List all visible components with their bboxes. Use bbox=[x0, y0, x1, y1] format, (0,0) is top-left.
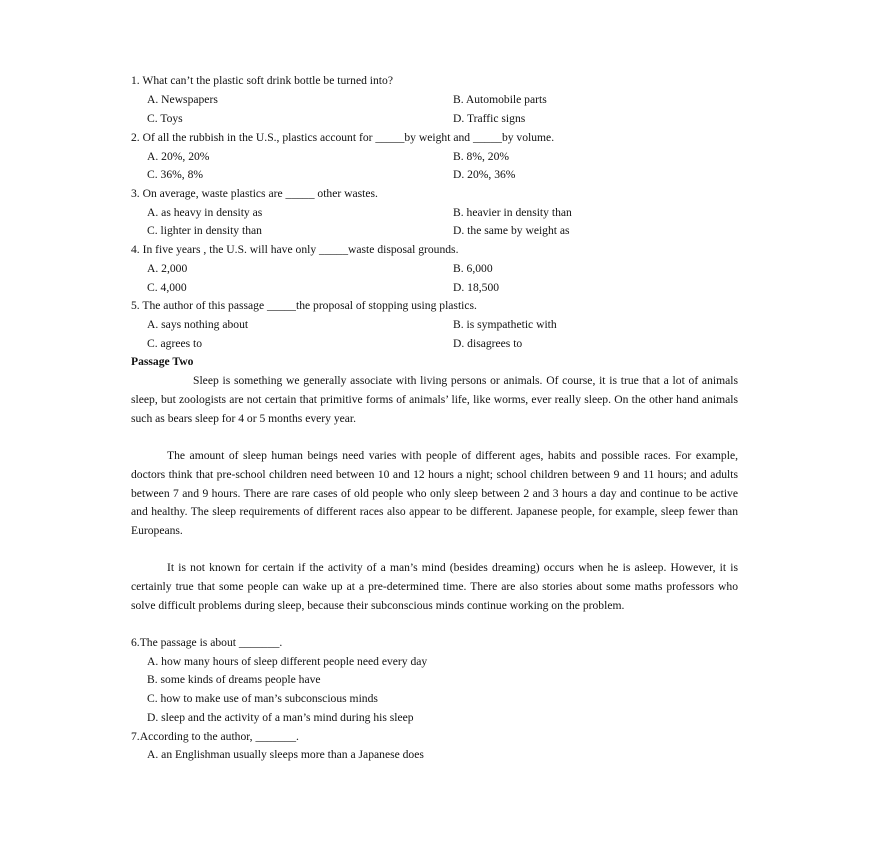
question-4-option-b: B. 6,000 bbox=[453, 262, 493, 275]
question-6-option-d: D. sleep and the activity of a man’s mind during his sleep bbox=[147, 711, 414, 724]
question-3-option-d: D. the same by weight as bbox=[453, 224, 570, 237]
paragraph-2-text: The amount of sleep human beings need varies with people of different ages, habits and possible races. For example, doctors think that pre-school children need between 10 and 12 hours a night; school children between 9 and 11 hours; and adults between 7 and 9 hours. There are rare cases of old people who only sleep between 2 and 3 hours a day and continue to be active and healthy. The sleep requirements of different races also appear to be different. Japanese people, for example, sleep fewer than Europeans. bbox=[131, 449, 738, 538]
question-5-option-b: B. is sympathetic with bbox=[453, 318, 557, 331]
question-1-option-c: C. Toys bbox=[147, 112, 183, 125]
question-7-stem: 7.According to the author, _______. bbox=[131, 730, 299, 743]
question-1-option-b: B. Automobile parts bbox=[453, 93, 547, 106]
question-4-option-a: A. 2,000 bbox=[147, 262, 188, 275]
question-5-stem: 5. The author of this passage _____the proposal of stopping using plastics. bbox=[131, 299, 477, 312]
question-6-option-b: B. some kinds of dreams people have bbox=[147, 673, 321, 686]
question-2-option-d: D. 20%, 36% bbox=[453, 168, 516, 181]
question-2-option-a: A. 20%, 20% bbox=[147, 150, 210, 163]
question-4-stem: 4. In five years , the U.S. will have only _____waste disposal grounds. bbox=[131, 243, 459, 256]
passage-title: Passage Two bbox=[131, 355, 194, 368]
question-2-stem: 2. Of all the rubbish in the U.S., plastics account for _____by weight and _____by volume. bbox=[131, 131, 555, 144]
question-4-option-d: D. 18,500 bbox=[453, 281, 500, 294]
question-1-option-a: A. Newspapers bbox=[147, 93, 218, 106]
passage-paragraph-1 bbox=[131, 372, 738, 428]
question-5-option-a: A. says nothing about bbox=[147, 318, 249, 331]
question-3-option-c: C. lighter in density than bbox=[147, 224, 262, 237]
question-1-option-d: D. Traffic signs bbox=[453, 112, 526, 125]
question-3-stem: 3. On average, waste plastics are _____ other wastes. bbox=[131, 187, 378, 200]
question-7-option-a: A. an Englishman usually sleeps more than a Japanese does bbox=[147, 748, 424, 761]
question-4-option-c: C. 4,000 bbox=[147, 281, 187, 294]
question-2-option-b: B. 8%, 20% bbox=[453, 150, 510, 163]
question-3-option-a: A. as heavy in density as bbox=[147, 206, 263, 219]
question-6-option-c: C. how to make use of man’s subconscious minds bbox=[147, 692, 378, 705]
question-5-option-d: D. disagrees to bbox=[453, 337, 523, 350]
question-2-option-c: C. 36%, 8% bbox=[147, 168, 204, 181]
passage-paragraph-2 bbox=[131, 447, 738, 541]
question-6-option-a: A. how many hours of sleep different people need every day bbox=[147, 655, 428, 668]
question-1-stem: 1. What can’t the plastic soft drink bottle be turned into? bbox=[131, 74, 393, 87]
paragraph-1-text: Sleep is something we generally associate with living persons or animals. Of course, it is true that a lot of animals sleep, but zoologists are not certain that primitive forms of animals’ life, like worms, ever really sleep. On the other hand animals such as bears sleep for 4 or 5 months every year. bbox=[131, 374, 738, 425]
question-3-option-b: B. heavier in density than bbox=[453, 206, 572, 219]
question-5-option-c: C. agrees to bbox=[147, 337, 203, 350]
question-6-stem: 6.The passage is about _______. bbox=[131, 636, 283, 649]
paragraph-3-text: It is not known for certain if the activity of a man’s mind (besides dreaming) occurs when he is asleep. However, it is certainly true that some people can wake up at a pre-determined time. There are also stories about some maths professors who solve difficult problems during sleep, because their subconscious minds continue working on the problem. bbox=[131, 561, 738, 612]
passage-paragraph-3 bbox=[131, 559, 738, 615]
